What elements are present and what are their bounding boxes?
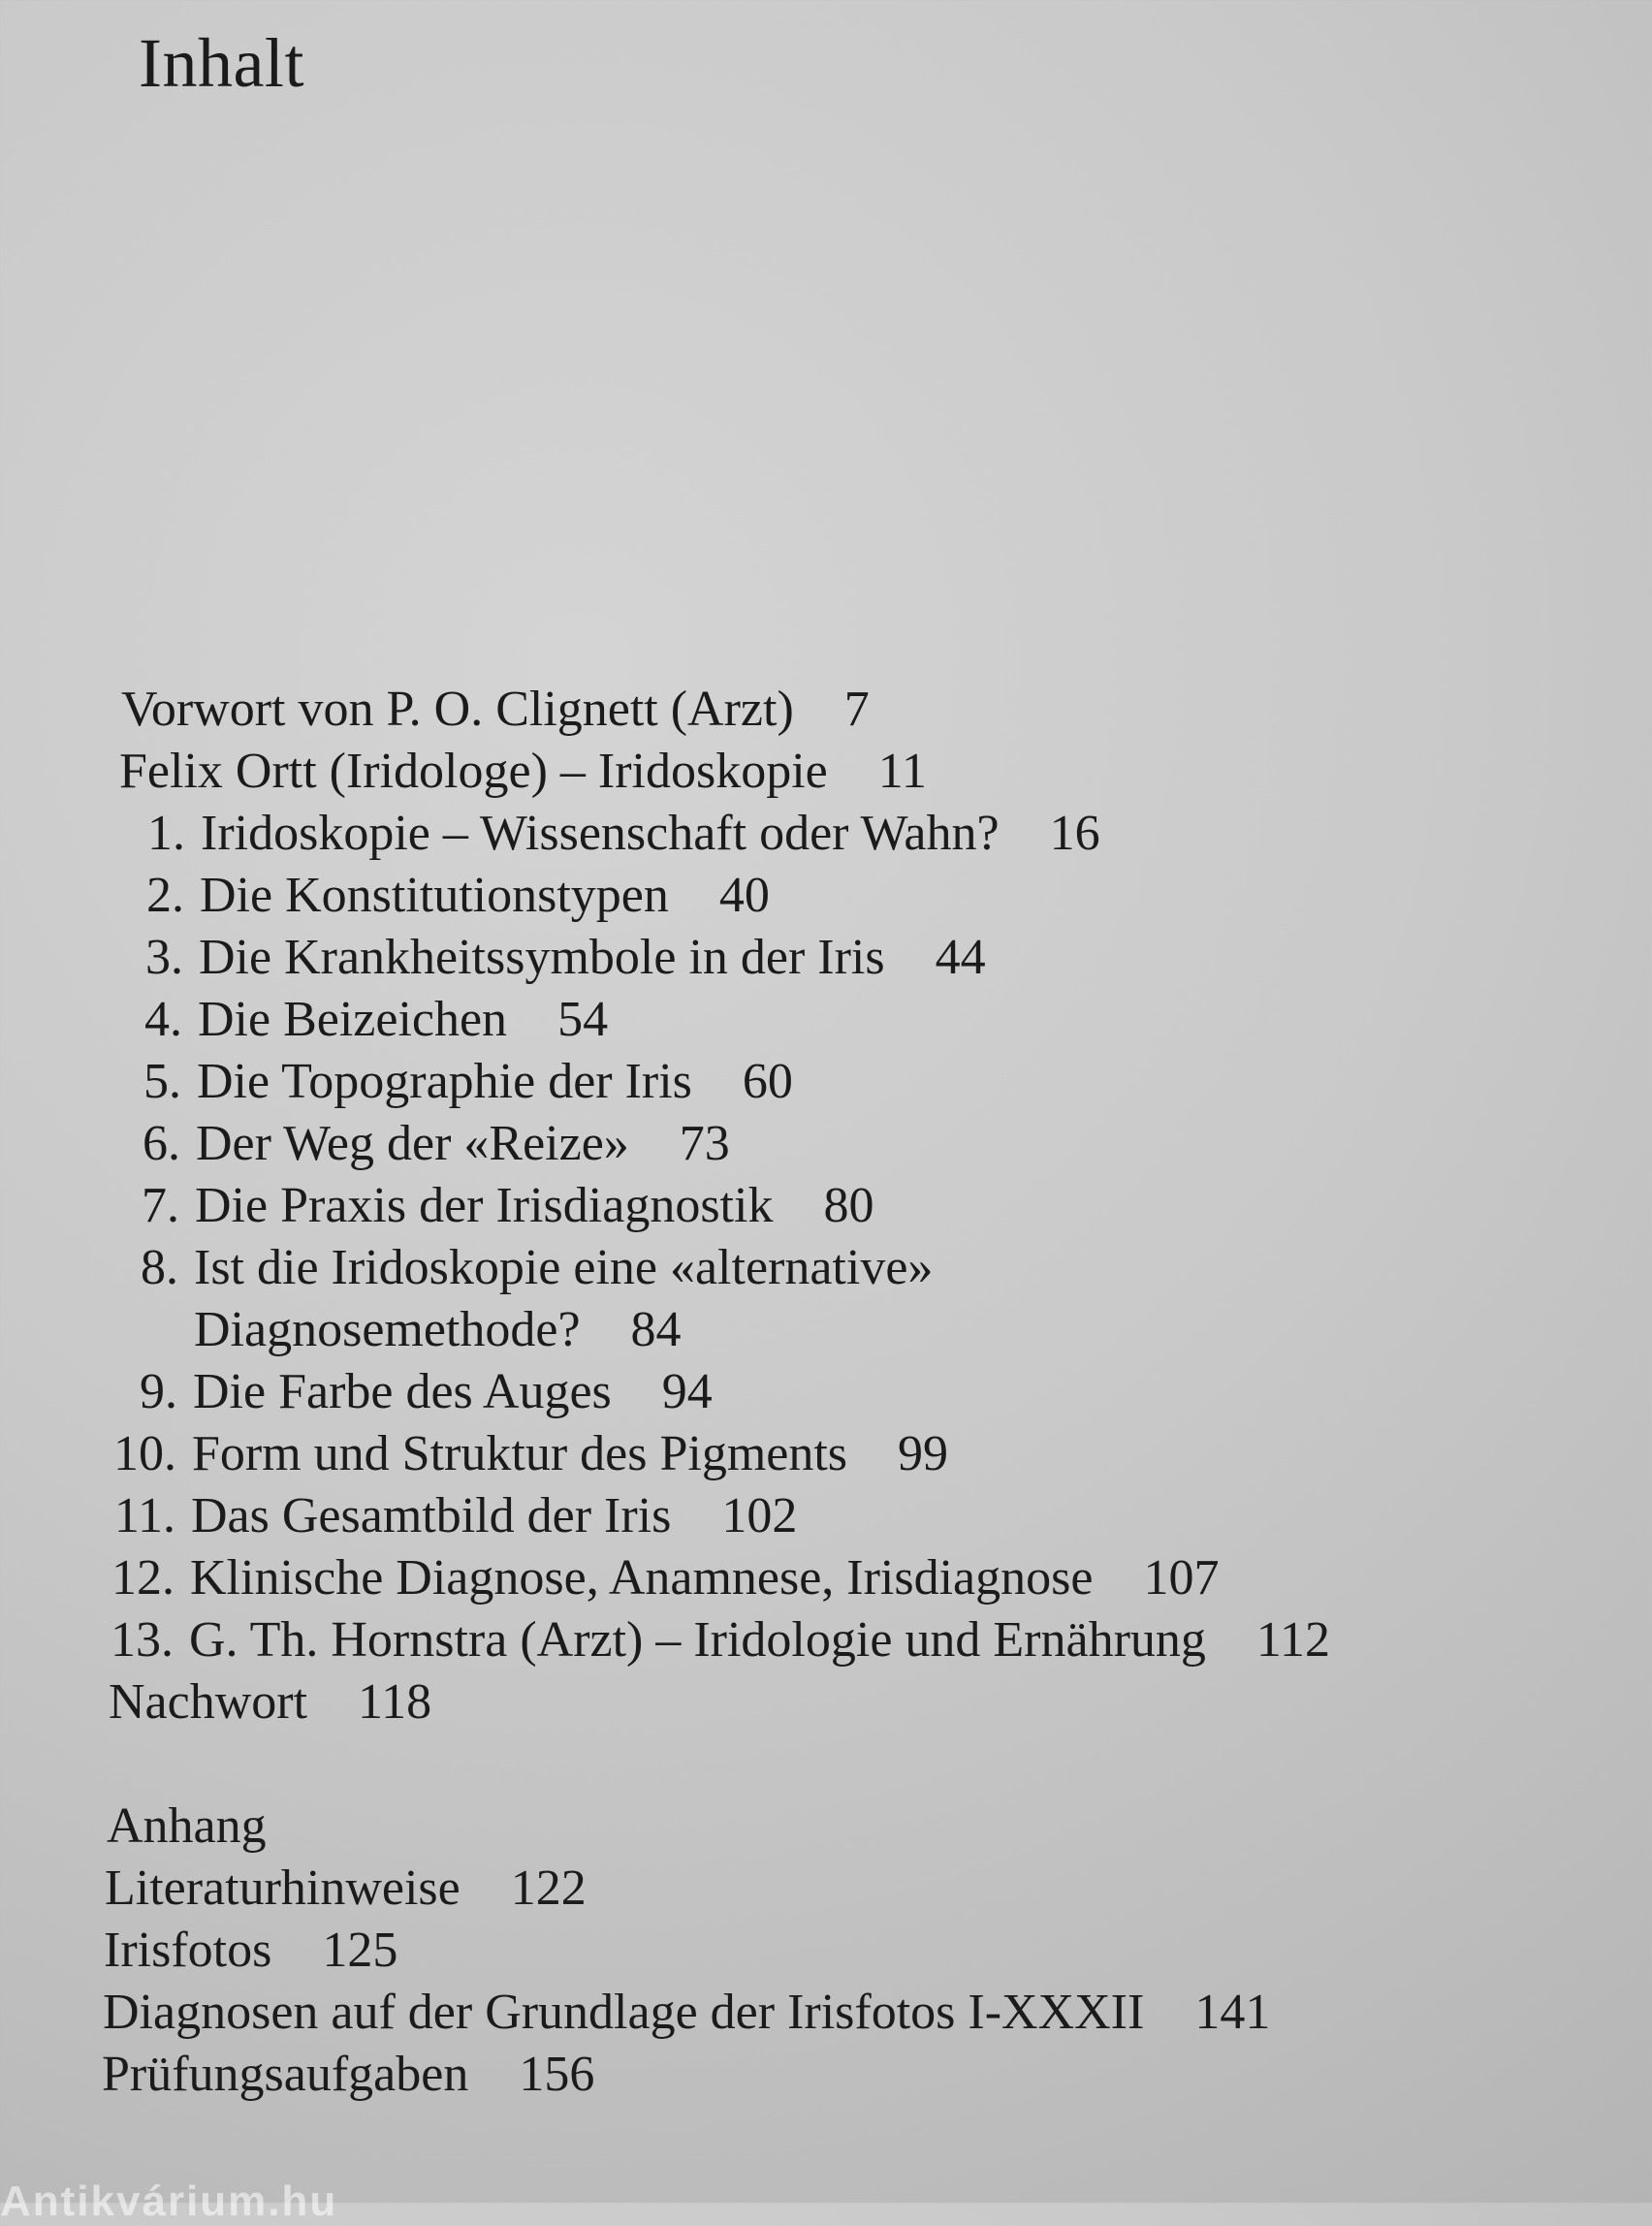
chapter-number: 8. bbox=[141, 1240, 178, 1295]
entry-page: 16 bbox=[1049, 806, 1100, 861]
toc-entry-irisfotos bbox=[104, 1920, 397, 1982]
toc-entry-chapter-11 bbox=[86, 1485, 797, 1547]
entry-title: Irisfotos bbox=[104, 1923, 272, 1978]
toc-entry-literaturhinweise bbox=[105, 1858, 587, 1920]
entry-title: Die Praxis der Irisdiagnostik bbox=[195, 1178, 774, 1233]
toc-entry-chapter-2 bbox=[95, 865, 770, 927]
entry-page: 125 bbox=[322, 1923, 398, 1978]
toc-entry-chapter-10 bbox=[87, 1423, 948, 1485]
toc-entry-chapter-1 bbox=[96, 803, 1100, 865]
entry-title: Die Konstitutionstypen bbox=[200, 868, 669, 923]
entry-title: Das Gesamtbild der Iris bbox=[191, 1488, 672, 1543]
chapter-number: 4. bbox=[144, 992, 182, 1047]
entry-page: 7 bbox=[843, 682, 870, 737]
chapter-number: 9. bbox=[140, 1364, 177, 1419]
toc-entry-pruefungsaufgaben bbox=[102, 2044, 594, 2106]
entry-title: Ist die Iridoskopie eine «alternative» bbox=[194, 1240, 934, 1295]
toc-entry-chapter-9 bbox=[88, 1361, 713, 1423]
entry-title: Vorwort von P. O. Clignett (Arzt) bbox=[121, 682, 794, 737]
entry-page: 112 bbox=[1255, 1612, 1330, 1668]
entry-page: 84 bbox=[630, 1302, 682, 1357]
chapter-number: 13. bbox=[111, 1612, 174, 1668]
entry-title: Die Farbe des Auges bbox=[193, 1364, 612, 1419]
entry-title: Literaturhinweise bbox=[105, 1860, 461, 1916]
entry-page: 73 bbox=[679, 1116, 730, 1171]
entry-page: 94 bbox=[661, 1364, 713, 1419]
entry-page: 122 bbox=[510, 1860, 587, 1916]
entry-title: Iridoskopie – Wissenschaft oder Wahn? bbox=[201, 806, 1000, 861]
toc-entry-chapter-3 bbox=[94, 927, 986, 989]
toc-entry-chapter-6 bbox=[91, 1113, 730, 1175]
entry-page: 54 bbox=[557, 992, 609, 1047]
chapter-number: 12. bbox=[111, 1550, 175, 1606]
chapter-number: 5. bbox=[143, 1054, 181, 1109]
watermark: Antikvárium.hu bbox=[0, 2178, 338, 2225]
entry-title: Die Topographie der Iris bbox=[197, 1054, 692, 1109]
toc-entry-chapter-8-continued bbox=[89, 1299, 682, 1361]
entry-page: 60 bbox=[742, 1054, 793, 1109]
chapter-number: 11. bbox=[113, 1488, 175, 1543]
entry-title: Klinische Diagnose, Anamnese, Irisdiagnose bbox=[190, 1550, 1094, 1606]
entry-page: 156 bbox=[519, 2047, 595, 2102]
entry-title: G. Th. Hornstra (Arzt) – Iridologie und Ernährung bbox=[189, 1612, 1206, 1668]
entry-page: 11 bbox=[877, 744, 927, 799]
entry-title-continuation: Diagnosemethode? bbox=[194, 1302, 581, 1357]
entry-page: 80 bbox=[823, 1178, 874, 1233]
chapter-number: 1. bbox=[147, 806, 185, 861]
entry-title: Die Beizeichen bbox=[198, 992, 508, 1047]
anhang-heading bbox=[107, 1796, 267, 1858]
toc-entry-chapter-5 bbox=[92, 1051, 793, 1113]
entry-title: Nachwort bbox=[109, 1674, 308, 1730]
entry-page: 99 bbox=[898, 1426, 949, 1481]
chapter-number: 7. bbox=[142, 1178, 179, 1233]
entry-title: Form und Struktur des Pigments bbox=[192, 1426, 848, 1481]
entry-title: Der Weg der «Reize» bbox=[196, 1116, 629, 1171]
toc-entry-nachwort bbox=[109, 1671, 431, 1733]
entry-title: Die Krankheitssymbole in der Iris bbox=[199, 930, 885, 985]
toc-entry-chapter-12 bbox=[85, 1547, 1219, 1609]
entry-page: 118 bbox=[358, 1674, 432, 1730]
entry-title: Felix Ortt (Iridologe) – Iridoskopie bbox=[119, 744, 828, 799]
entry-page: 107 bbox=[1143, 1550, 1220, 1606]
entry-title: Diagnosen auf der Grundlage der Irisfotos I-XXXII bbox=[103, 1985, 1145, 2040]
entry-page: 40 bbox=[718, 868, 770, 923]
entry-page: 141 bbox=[1194, 1985, 1271, 2040]
toc-entry-diagnosen bbox=[103, 1982, 1270, 2044]
chapter-number: 2. bbox=[146, 868, 184, 923]
section-heading: Anhang bbox=[107, 1798, 267, 1854]
toc-entry-chapter-7 bbox=[90, 1175, 874, 1237]
chapter-number: 3. bbox=[145, 930, 183, 985]
toc-entry-vorwort bbox=[121, 679, 870, 741]
page-title: Inhalt bbox=[139, 24, 304, 102]
entry-title: Prüfungsaufgaben bbox=[102, 2047, 469, 2102]
toc-entry-chapter-13 bbox=[84, 1609, 1330, 1671]
entry-page: 44 bbox=[935, 930, 986, 985]
entry-page: 102 bbox=[721, 1488, 798, 1543]
toc-entry-chapter-4 bbox=[93, 989, 608, 1051]
toc-entry-felix-ortt bbox=[119, 741, 927, 803]
chapter-number: 10. bbox=[113, 1426, 176, 1481]
chapter-number: 6. bbox=[143, 1116, 180, 1171]
toc-entry-chapter-8 bbox=[89, 1237, 933, 1299]
